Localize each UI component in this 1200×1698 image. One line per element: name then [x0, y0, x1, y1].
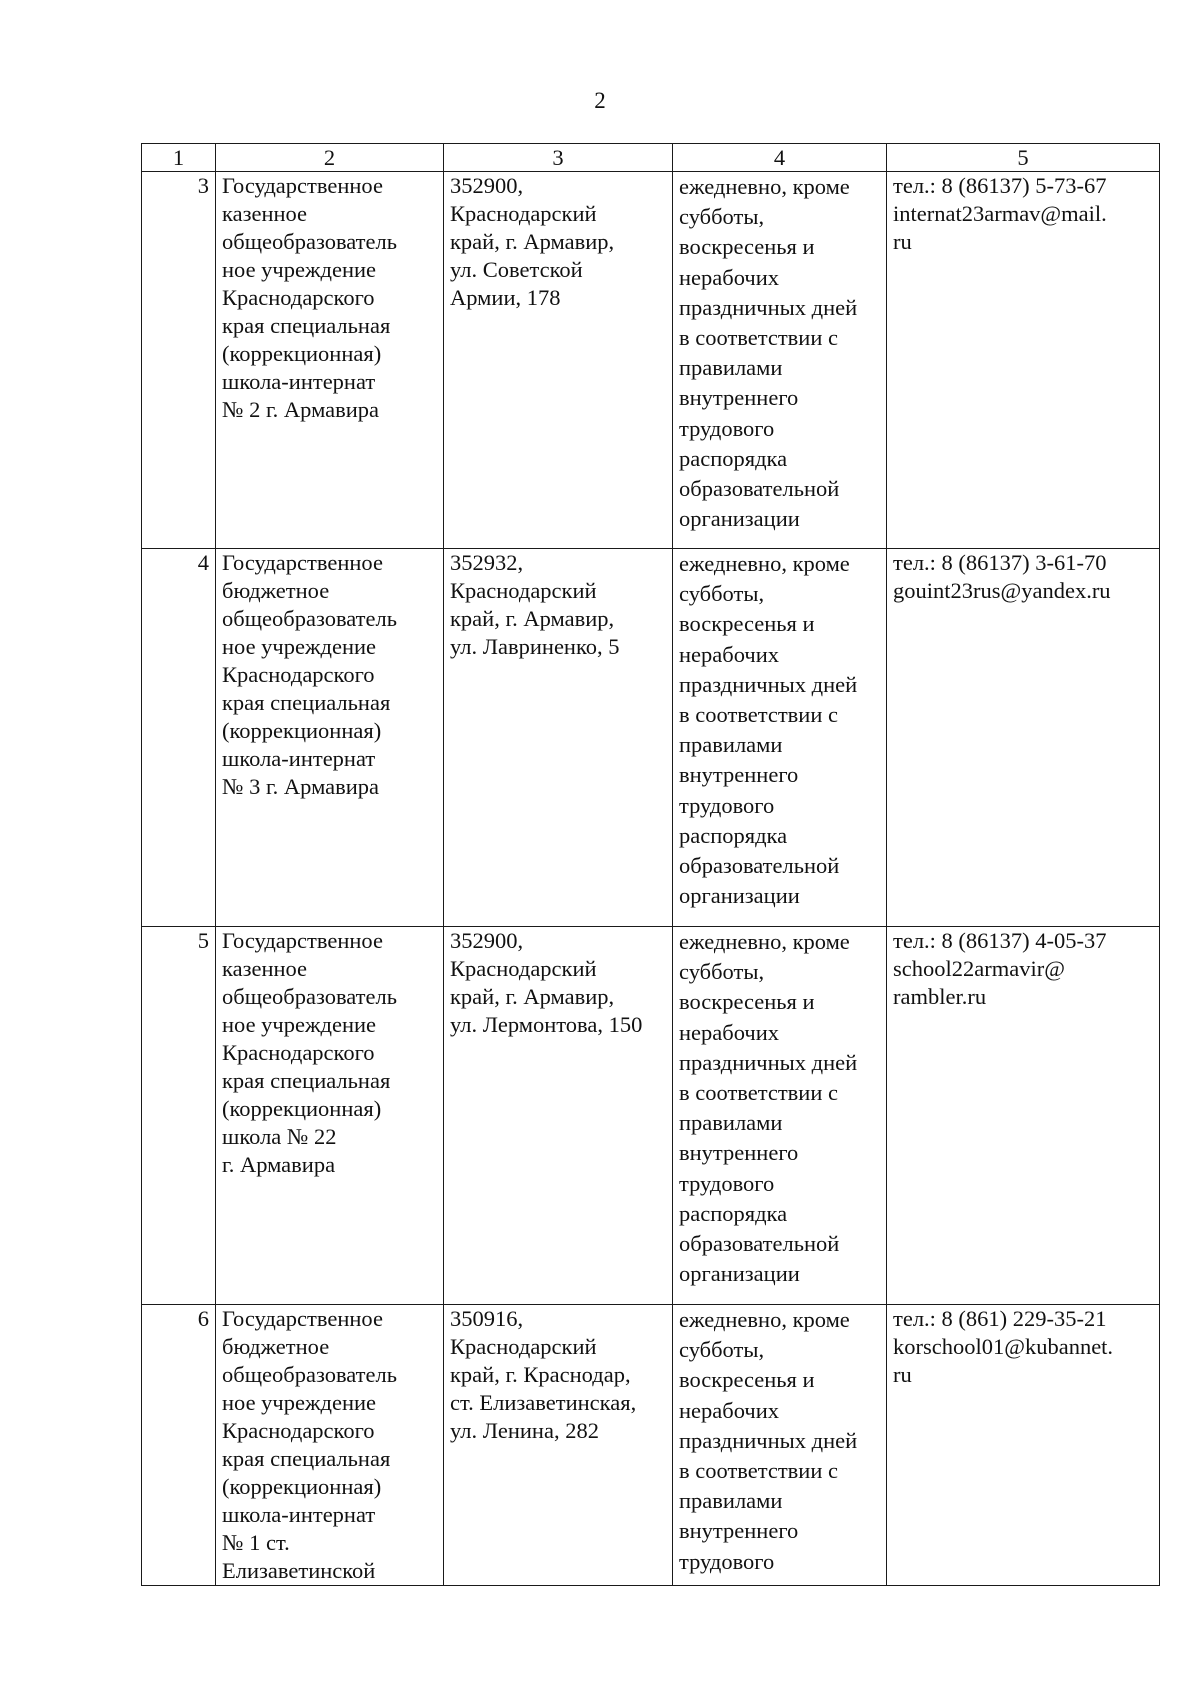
table-row: [142, 927, 1160, 1305]
working-hours-line: в соответствии с: [679, 702, 838, 728]
institution-name: [216, 549, 444, 927]
institution-name-line: общеобразователь: [222, 229, 397, 254]
working-hours-line: воскресенья и: [679, 234, 815, 260]
contact-info-line: тел.: 8 (86137) 3-61-70: [893, 550, 1107, 575]
institution-address-line: Краснодарский: [450, 956, 597, 981]
institution-address-line: 352932,: [450, 550, 524, 575]
working-hours-line: распорядка: [679, 822, 788, 848]
working-hours-line: образовательной: [679, 1231, 840, 1257]
working-hours-line: в соответствии с: [679, 1458, 838, 1484]
institution-name-line: Государственное: [222, 550, 383, 575]
working-hours-line: образовательной: [679, 853, 840, 879]
institution-name-line: общеобразователь: [222, 984, 397, 1009]
working-hours-line: праздничных дней: [679, 671, 858, 697]
institution-name-line: Краснодарского: [222, 1040, 375, 1065]
contact-info-line: тел.: 8 (86137) 5-73-67: [893, 173, 1107, 198]
contact-info: [887, 1305, 1160, 1586]
contact-info-line: korschool01@kubannet.: [893, 1334, 1114, 1359]
working-hours-line: нерабочих: [679, 264, 779, 290]
institution-address-line: Армии, 178: [450, 285, 561, 310]
contact-info-line: rambler.ru: [893, 984, 987, 1009]
working-hours-line: ежедневно, кроме: [679, 1307, 850, 1332]
institution-address-line: ул. Лавриненко, 5: [450, 634, 620, 659]
working-hours-line: внутреннего: [679, 1140, 799, 1166]
institution-address-line: 350916,: [450, 1306, 524, 1331]
institution-name-line: общеобразователь: [222, 606, 397, 631]
institution-name: [216, 927, 444, 1305]
institution-address: [444, 927, 673, 1305]
institution-address: [444, 1305, 673, 1586]
working-hours-line: в соответствии с: [679, 325, 838, 351]
institution-address-line: ул. Лермонтова, 150: [450, 1012, 643, 1037]
working-hours-line: правилами: [679, 1488, 783, 1514]
working-hours-line: нерабочих: [679, 1019, 779, 1045]
column-header-5: 5: [887, 144, 1160, 172]
working-hours: [673, 172, 887, 549]
row-number: 6: [142, 1305, 216, 1586]
institution-name-line: края специальная: [222, 690, 391, 715]
institution-name-line: ное учреждение: [222, 1390, 377, 1415]
institution-name-line: Краснодарского: [222, 662, 375, 687]
institution-name-line: ное учреждение: [222, 257, 377, 282]
column-header-2: 2: [216, 144, 444, 172]
contact-info-line: тел.: 8 (86137) 4-05-37: [893, 928, 1107, 953]
institution-address-line: 352900,: [450, 928, 524, 953]
institution-name-line: г. Армавира: [222, 1152, 336, 1177]
table-row: [142, 1305, 1160, 1586]
contact-info-line: internat23armav@mail.: [893, 201, 1107, 226]
working-hours-line: в соответствии с: [679, 1080, 838, 1106]
working-hours-line: внутреннего: [679, 385, 799, 411]
table-row: [142, 172, 1160, 549]
working-hours-line: ежедневно, кроме: [679, 551, 850, 576]
institution-address-line: Краснодарский: [450, 578, 597, 603]
institution-name-line: края специальная: [222, 1446, 391, 1471]
working-hours-line: ежедневно, кроме: [679, 929, 850, 954]
institution-address-line: ул. Советской: [450, 257, 583, 282]
institution-name-line: ное учреждение: [222, 1012, 377, 1037]
working-hours-line: распорядка: [679, 445, 788, 471]
institution-name-line: ное учреждение: [222, 634, 377, 659]
page-number: 2: [594, 88, 606, 113]
working-hours-line: правилами: [679, 732, 783, 758]
working-hours-line: трудового: [679, 415, 775, 441]
institution-name-line: Государственное: [222, 928, 383, 953]
column-header-1: 1: [142, 144, 216, 172]
institution-name-line: школа-интернат: [222, 746, 376, 771]
institution-name-line: казенное: [222, 201, 308, 226]
institution-name-line: № 2 г. Армавира: [222, 397, 380, 422]
institution-address-line: Краснодарский: [450, 1334, 597, 1359]
institution-name-line: № 1 ст.: [222, 1530, 290, 1555]
institution-address-line: край, г. Армавир,: [450, 984, 615, 1009]
institution-name-line: бюджетное: [222, 1334, 330, 1359]
institution-address-line: край, г. Армавир,: [450, 229, 615, 254]
working-hours-line: субботы,: [679, 1337, 765, 1363]
working-hours-line: организации: [679, 506, 800, 532]
institution-name-line: Краснодарского: [222, 285, 375, 310]
institution-name-line: Краснодарского: [222, 1418, 375, 1443]
institution-name-line: края специальная: [222, 313, 391, 338]
working-hours-line: внутреннего: [679, 762, 799, 788]
institution-address-line: край, г. Армавир,: [450, 606, 615, 631]
institution-name-line: школа-интернат: [222, 1502, 376, 1527]
working-hours-line: ежедневно, кроме: [679, 174, 850, 199]
working-hours: [673, 549, 887, 927]
working-hours-line: правилами: [679, 355, 783, 381]
contact-info: [887, 927, 1160, 1305]
institution-name-line: школа № 22: [222, 1124, 337, 1149]
institution-name-line: Елизаветинской: [222, 1558, 376, 1583]
working-hours-line: организации: [679, 883, 800, 909]
institution-name-line: школа-интернат: [222, 369, 376, 394]
working-hours-line: организации: [679, 1261, 800, 1287]
working-hours-line: праздничных дней: [679, 1427, 858, 1453]
institution-address-line: 352900,: [450, 173, 524, 198]
column-header-4: 4: [673, 144, 887, 172]
institutions-table: [141, 143, 1160, 1586]
institution-address-line: Краснодарский: [450, 201, 597, 226]
working-hours-line: образовательной: [679, 476, 840, 502]
column-header-3: 3: [444, 144, 673, 172]
working-hours: [673, 927, 887, 1305]
working-hours-line: праздничных дней: [679, 294, 858, 320]
working-hours-line: внутреннего: [679, 1518, 799, 1544]
contact-info: [887, 172, 1160, 549]
institution-name-line: (коррекционная): [222, 1096, 382, 1121]
institution-name-line: Государственное: [222, 1306, 383, 1331]
working-hours-line: субботы,: [679, 581, 765, 607]
institution-name: [216, 1305, 444, 1586]
row-number: 4: [142, 549, 216, 927]
contact-info-line: ru: [893, 229, 912, 254]
working-hours-line: воскресенья и: [679, 989, 815, 1015]
institution-name-line: края специальная: [222, 1068, 391, 1093]
institution-name: [216, 172, 444, 549]
working-hours-line: нерабочих: [679, 1397, 779, 1423]
contact-info-line: тел.: 8 (861) 229-35-21: [893, 1306, 1107, 1331]
contact-info-line: gouint23rus@yandex.ru: [893, 578, 1111, 603]
working-hours-line: субботы,: [679, 204, 765, 230]
institution-name-line: казенное: [222, 956, 308, 981]
institution-name-line: Государственное: [222, 173, 383, 198]
working-hours-line: распорядка: [679, 1200, 788, 1226]
institution-address-line: ст. Елизаветинская,: [450, 1390, 637, 1415]
working-hours-line: трудового: [679, 792, 775, 818]
table-row: [142, 549, 1160, 927]
institution-name-line: (коррекционная): [222, 718, 382, 743]
working-hours-line: трудового: [679, 1548, 775, 1574]
contact-info-line: ru: [893, 1362, 912, 1387]
working-hours-line: правилами: [679, 1110, 783, 1136]
institution-address-line: ул. Ленина, 282: [450, 1418, 599, 1443]
institution-address: [444, 549, 673, 927]
working-hours-line: воскресенья и: [679, 611, 815, 637]
working-hours-line: воскресенья и: [679, 1367, 815, 1393]
working-hours-line: нерабочих: [679, 641, 779, 667]
institution-name-line: бюджетное: [222, 578, 330, 603]
institution-name-line: (коррекционная): [222, 1474, 382, 1499]
institution-address-line: край, г. Краснодар,: [450, 1362, 631, 1387]
working-hours-line: субботы,: [679, 959, 765, 985]
institution-name-line: (коррекционная): [222, 341, 382, 366]
contact-info-line: school22armavir@: [893, 956, 1065, 981]
row-number: 3: [142, 172, 216, 549]
working-hours-line: праздничных дней: [679, 1049, 858, 1075]
contact-info: [887, 549, 1160, 927]
institution-name-line: общеобразователь: [222, 1362, 397, 1387]
institution-address: [444, 172, 673, 549]
working-hours: [673, 1305, 887, 1586]
row-number: 5: [142, 927, 216, 1305]
table-header-row: [142, 144, 1160, 172]
working-hours-line: трудового: [679, 1170, 775, 1196]
institution-name-line: № 3 г. Армавира: [222, 774, 380, 799]
